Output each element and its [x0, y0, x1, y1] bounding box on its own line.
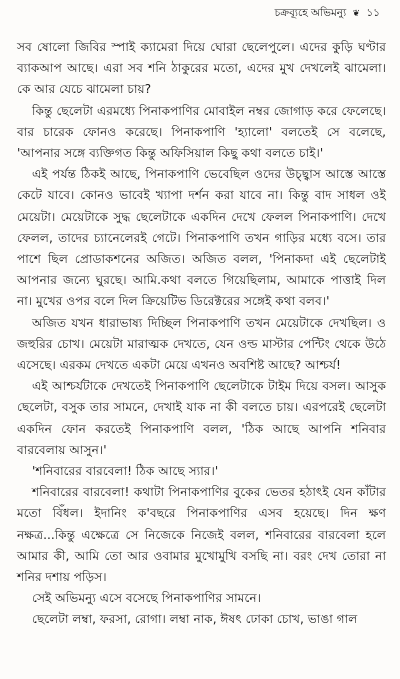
- paragraph-9: ছেলেটা লম্বা, ফরসা, রোগা। লম্বা নাক, ঈষৎ ঢোকা চোখ, ভাঙা গাল: [32, 612, 358, 627]
- paragraph-6: 'শনিবারের বারবেলা! ঠিক আছে স্যার।': [32, 464, 219, 479]
- paragraph-2: কিন্তু ছেলেটা এরমধ্যে পিনাকপাণির মোবাইল নম্বর জোগাড় করে ফেলেছে। বার চারেক ফোনও করেছে। পিনাকপাণি 'হ্যালো' বলতেই সে বলেছে, 'আপনার সঙ্গে ব্যক্তিগত কিন্তু অফিসিয়াল কিছু কথা বলতে চাই।': [17, 103, 386, 161]
- page-number: ১১: [366, 7, 380, 19]
- paragraph-4: অজিত যখন ধারাভাষ্য দিচ্ছিল পিনাকপাণি তখন মেয়েটাকে দেখছিল। ও জহুরির চোখ। মেয়েটা মারাত্মক দেখতে, যেন ওল্ড মাস্টার পেন্টিং থেকে উঠে এসেছে। এরকম দেখতে একটা মেয়ে এখনও অবশিষ্ট আছে? আশ্চর্য!: [17, 315, 386, 373]
- body-text: [17, 37, 386, 631]
- paragraph-8: সেই অভিমন্যু এসে বসেছে পিনাকপাণির সামনে।: [32, 591, 261, 606]
- running-title: চক্রব্যূহে অভিমন্যু: [274, 7, 347, 19]
- paragraph-3: এই পর্যন্ত ঠিকই আছে, পিনাকপাণি ভেবেছিল ওদের উচ্ছ্বাস আস্তে আস্তে কেটে যাবে। কোনও ভাবেই খ্যাপা দর্শন করা যাবে না। কিন্তু বাদ সাধল ওই মেয়েটা। মেয়েটাকে সুদ্ধ ছেলেটাকে একদিন দেখে ফেলল পিনাকপাণি। দেখে ফেলল, তাদের চ্যানেলেরই গেটে। পিনাকপাণি তখন গাড়ির মধ্যে বসে। তার পাশে ছিল প্রোডাকশনের অজিত। অজিত বলল, 'পিনাকদা এই ছেলেটাই আপনার জন্যে ঘুরছে। আমি.কথা বলতে গিয়েছিলাম, আমাকে পাত্তাই দিল না। মুখের ওপর বলে দিল ক্রিয়েটিভ ডিরেক্টরের সঙ্গেই কথা বলব।': [17, 167, 386, 309]
- paragraph-5: এই আশ্চর্যটাকে দেখতেই পিনাকপাণি ছেলেটাকে টাইম দিয়ে বসল। আসুক ছেলেটা, বসুক তার সামনে, দেখাই যাক না কী বলতে চায়। এরপরেই ছেলেটা একদিন ফোন করতেই পিনাকপাণি বলল, 'ঠিক আছে আপনি শনিবার বারবেলায় আসুন।': [17, 379, 386, 457]
- ornament-icon: ❦: [352, 9, 361, 19]
- paragraph-7: শনিবারের বারবেলা! কথাটা পিনাকপাণির বুকের ভেতর হঠাৎই যেন কাঁটার মতো বিঁধল। ইদানিং ক'বছরে পিনাকপাণির এসব হয়েছে। দিন ক্ষণ নক্ষত্র...কিন্তু এক্ষেত্রে সে নিজেকে নিজেই বলল, শনিবারের বারবেলা হলে আমার কী, আমি তো আর ওবামার মুখোমুখি বসছি না। বরং দেখ তোরা না শনির দশায় পড়িস।: [17, 485, 386, 585]
- running-header: [17, 6, 386, 21]
- paragraph-1: সব ষোলো জিবির স্পাই ক্যামেরা দিয়ে ঘোরা ছেলেপুলে। এদের কুড়ি ঘণ্টার ব্যাকআপ আছে। এরা সব শনি ঠাকুরের মতো, এদের মুখ দেখলেই ঝামেলা। কে আর যেচে ঝামেলা চায়?: [17, 40, 386, 97]
